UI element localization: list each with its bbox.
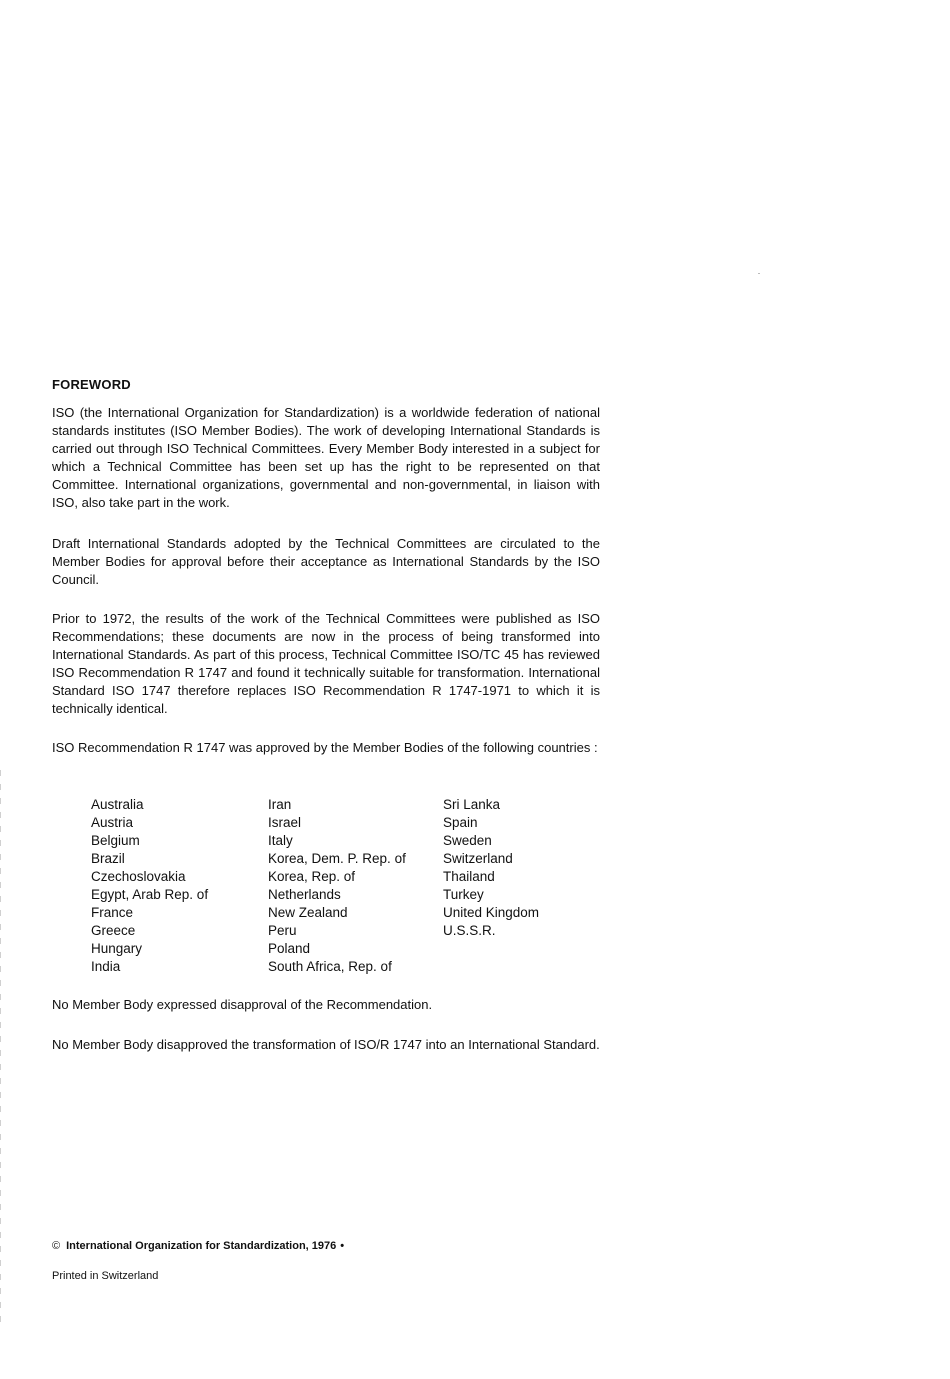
bullet-icon: • [340,1240,345,1252]
country-name: Brazil [91,851,125,866]
country-name: Turkey [443,887,484,902]
country-name: Sweden [443,833,492,848]
country-name: Austria [91,815,134,830]
country-name: Korea, Dem. P. Rep. of [268,851,406,866]
scan-speck [758,273,760,274]
country-name: Switzerland [443,851,513,866]
country-name: Poland [268,941,311,956]
scan-edge-artifact [0,770,1,1330]
country-name: Iran [268,797,292,812]
foreword-paragraph-transformation: Prior to 1972, the results of the work of the Technical Committees were published as ISO Recommendations; these documents are now in the process of being transformed into International Standards. As part of this process, Technical Committee ISO/TC 45 has reviewed ISO Recommendation R 1747 and found it technically suitable for transformation. International Standard ISO 1747 therefore replaces ISO Recommendation R 1747-1971 to which it is technically identical. [52,611,600,716]
country-name: New Zealand [268,905,348,920]
foreword-paragraph-draft-standards: Draft International Standards adopted by the Technical Committees are circulated to the Member Bodies for approval before their acceptance as International Standards by the ISO Council. [52,536,600,587]
country-name: Australia [91,797,144,812]
country-name: Spain [443,815,478,830]
foreword-paragraph-no-transformation-disapproval: No Member Body disapproved the transformation of ISO/R 1747 into an International Standard. [52,1037,600,1052]
countries-column-3 [443,796,539,940]
country-name: Hungary [91,941,143,956]
country-name: Greece [91,923,136,938]
foreword-heading: FOREWORD [52,377,131,392]
country-name: Netherlands [268,887,341,902]
country-name: India [91,959,121,974]
copyright-icon: © [52,1240,61,1252]
country-name: Sri Lanka [443,797,501,812]
foreword-paragraph-approval: ISO Recommendation R 1747 was approved by the Member Bodies of the following countries : [52,740,598,755]
country-name: Egypt, Arab Rep. of [91,887,209,902]
country-name: Czechoslovakia [91,869,186,884]
country-name: Israel [268,815,302,830]
copyright-line [52,1240,344,1252]
country-name: Thailand [443,869,495,884]
countries-column-1 [91,796,208,976]
foreword-paragraph-no-disapproval: No Member Body expressed disapproval of the Recommendation. [52,997,433,1012]
countries-column-2 [268,796,406,976]
country-name: Italy [268,833,293,848]
printed-in-note: Printed in Switzerland [52,1270,159,1282]
country-name: Peru [268,923,297,938]
country-name: U.S.S.R. [443,923,496,938]
country-name: United Kingdom [443,905,540,920]
copyright-text: International Organization for Standardization, 1976 [66,1240,337,1252]
country-name: France [91,905,134,920]
foreword-paragraph-iso-intro: ISO (the International Organization for Standardization) is a worldwide federation of national standards institutes (ISO Member Bodies). The work of developing International Standards is carried out through ISO Technical Committees. Every Member Body interested in a subject for which a Technical Committee has been set up has the right to be represented on that Committee. International organizations, governmental and non-governmental, in liaison with ISO, also take part in the work. [52,405,600,510]
country-name: Belgium [91,833,140,848]
country-name: Korea, Rep. of [268,869,356,884]
country-name: South Africa, Rep. of [268,959,392,974]
